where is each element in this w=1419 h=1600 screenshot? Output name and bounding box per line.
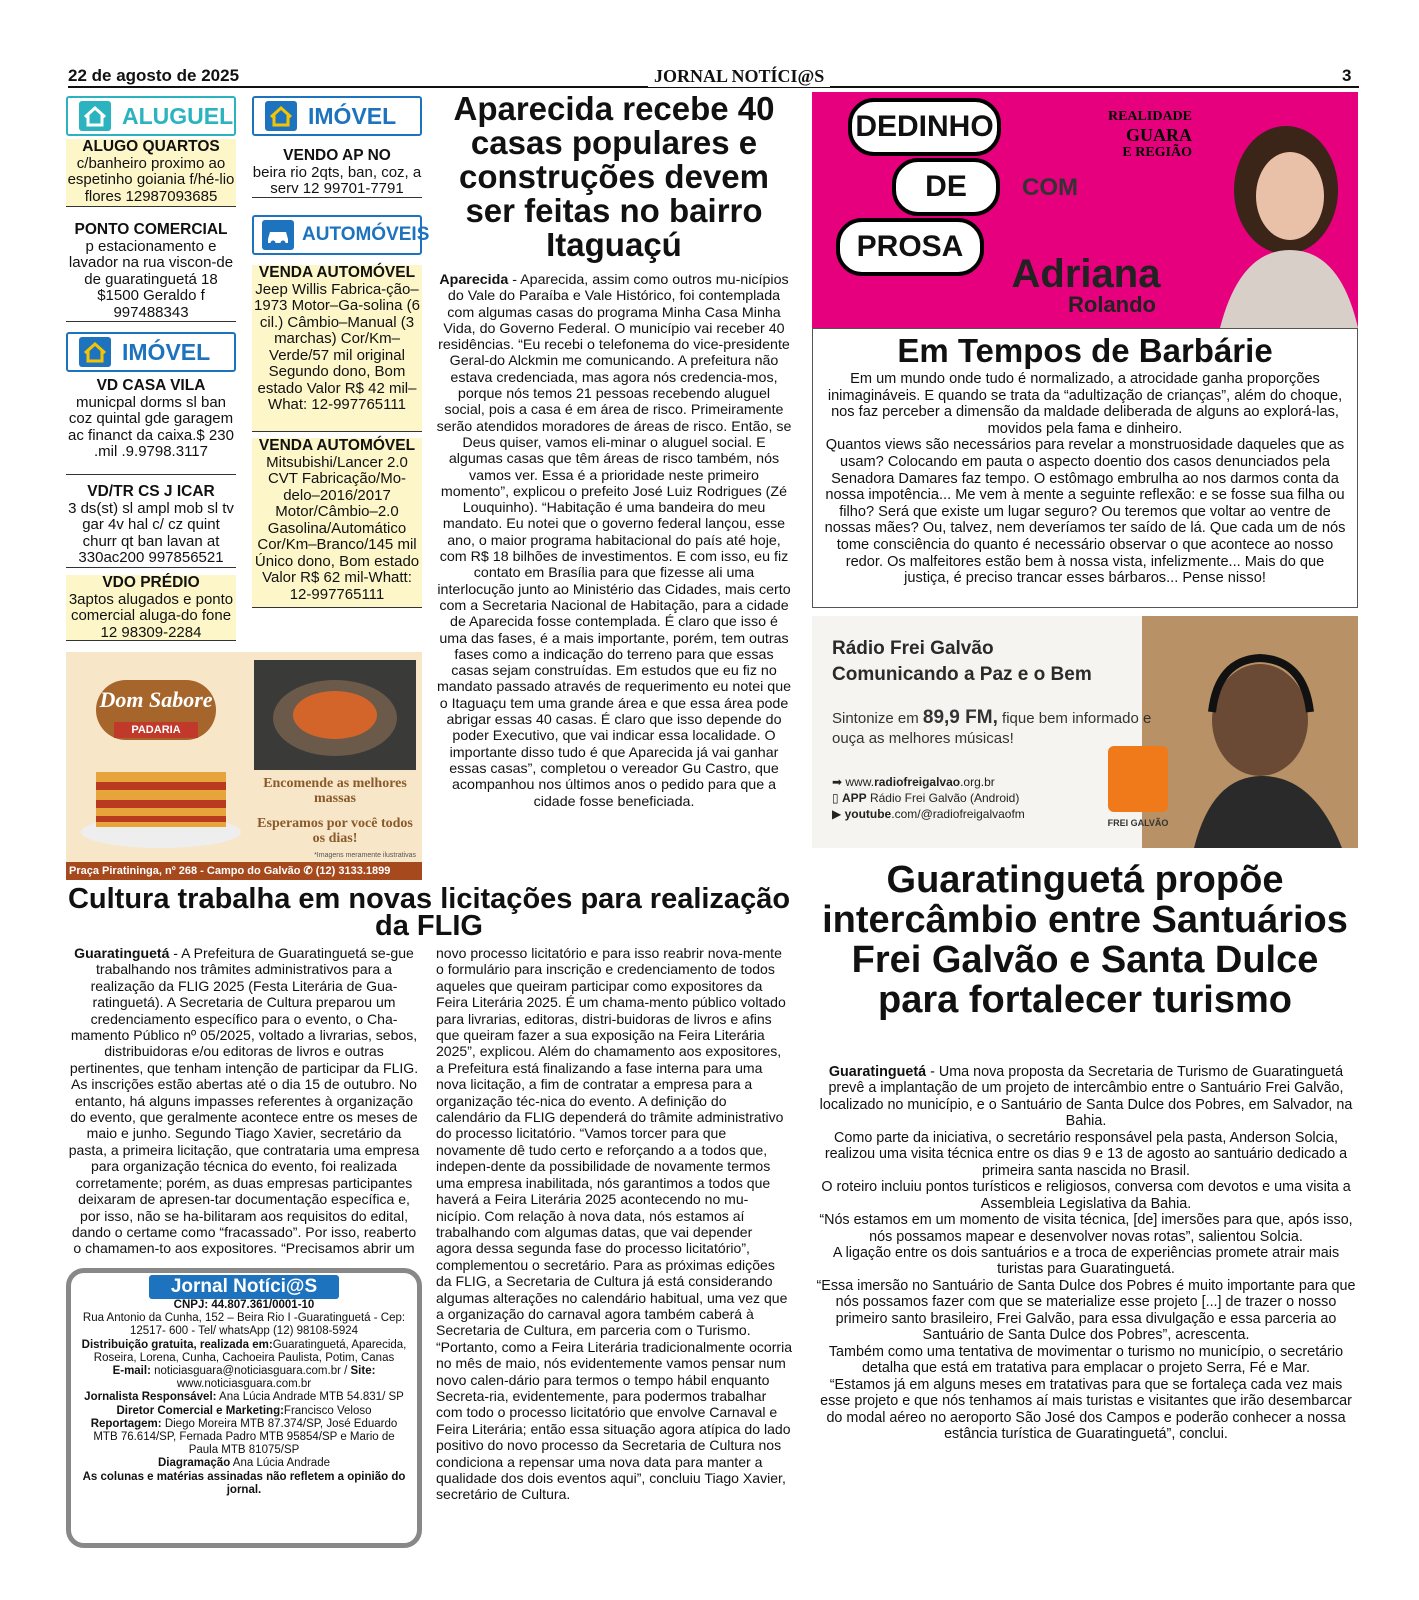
phone-icon: ▯	[832, 791, 842, 805]
expediente-title: Jornal Notíci@S	[149, 1275, 339, 1299]
classified-ad: VD CASA VILA municpal dorms sl ban coz quintal gde garagem ac financt da caixa.$ 230 .mil .9.9798.3117	[66, 378, 236, 475]
realidade-badge: REALIDADE GUARA E REGIÃO	[1107, 109, 1192, 160]
radio-ad	[812, 616, 1358, 848]
imovel-label: IMÓVEL	[308, 102, 397, 129]
car-icon	[262, 219, 294, 251]
flig-col2: novo processo licitatório e para isso reabrir nova-mente o formulário para inscrição e credenciamento de todos aqueles que queiram participar como expositores da Feira Literária 2025. É um chama-mento público voltado para livrarias, editoras, distri-buidoras de livros e afins que queiram fazer a sua exposição na Feira Literária 2025”, explicou. Além do chamamento aos expositores, a Prefeitura está finalizando a fase interna para uma nova licitação, a fim de contratar a empresa para a organização téc-nica do evento. A definição do calendário da FLIG dependerá do trâmite administrativo do processo licitatório. “Vamos torcer para que novamente dê tudo certo e reforçando a a todos que, indepen-dente da possibilidade de novamente termos uma empresa inabilitada, nós garantimos a todos que haverá a Feira Literária 2025 acontecendo no mu-nicípio. Com relação à nova data, nós estamos aí trabalhando com algumas datas, que vai depender agora dessa segunda fase do processo licitatório”, complementou o secretário. Para as próximas edições da FLIG, a Secretaria de Cultura já está considerando algumas alterações no calendário habitual, uma vez que a organização do carnaval agora também caberá à Secretaria de Cultura, em parceria com o Turismo. “Portanto, como a Feira Literária tradicionalmente ocorria no mês de maio, nós evidentemente vamos pensar num novo calen-dário para termos o tempo hábil enquanto Secreta-ria, evidentemente, para podermos trabalhar com todo o processo licitatório que envolve Carnaval e Feira Literária; então essa situação agora atípica do lado positivo do novo processo da Secretaria de Cultura nos condiciona a repensar uma nova data para manter a qualidade dos dois eventos aqui”, concluiu Tiago Xavier, secretário de Cultura.	[436, 945, 793, 1503]
house-icon	[262, 100, 300, 132]
radio-site: ➡ www.radiofreigalvao.org.br	[832, 775, 995, 789]
column-box	[812, 328, 1358, 608]
padaria-sub: PADARIA	[114, 722, 198, 738]
classified-ad: VENDA AUTOMÓVEL Jeep Willis Fabrica-ção–1973 Motor–Ga-solina (6 cil.) Câmbio–Manual (3 marchas) Cor/Km–Verde/57 mil original Segundo dono, Bom estado Valor R$ 42 mil–What: 12-997765111	[252, 265, 422, 432]
gnocchi-image	[254, 660, 416, 770]
column-title: Em Tempos de Barbárie	[897, 332, 1273, 369]
padaria-line1: Encomende as melhores massas	[263, 776, 407, 806]
classified-ad: VDO PRÉDIO 3aptos alugados e ponto comercial aluga-do fone 12 98309-2284	[66, 575, 236, 641]
flig-headline: Cultura trabalha em novas licitações para realização da FLIG	[67, 883, 791, 942]
classified-ad: VENDO AP NO beira rio 2qts, ban, coz, a serv 12 99701-7791	[252, 147, 422, 197]
aparecida-headline: Aparecida recebe 40 casas populares e construções devem ser feitas no bairro Itaguaçú	[453, 90, 775, 263]
radio-slogan: Comunicando a Paz e o Bem	[832, 664, 1092, 685]
youtube-icon: ▶	[832, 807, 845, 821]
bubble-prosa: PROSA	[836, 218, 984, 276]
radio-links	[832, 774, 1025, 822]
expediente-box: Jornal Notíci@S CNPJ: 44.807.361/0001-10 Rua Antonio da Cunha, 152 – Beira Rio I -Guaratinguetá - Cep: 12517- 600 - Tel/ whatsApp (12) 98108-5924 Distribuição gratuita, realizada em:Guaratinguetá, Aparecida, Roseira, Lorena, Cunha, Cachoeira Paulista, Potim, Canas E-mail: noticiasguara@noticiasguara.com.br / Site: www.noticiasguara.com.br Jornalista Responsável: Ana Lúcia Andrade MTB 54.831/ SP Diretor Comercial e Marketing:Francisco Veloso Reportagem: Diego Moreira MTB 87.374/SP, José Eduardo MTB 76.614/SP, Fernada Padro MTB 95854/SP e Mario de Paula MTB 81075/SP Diagramação Ana Lúcia Andrade As colunas e matérias assinadas não refletem a opinião do jornal.	[66, 1268, 422, 1548]
aparecida-body	[436, 272, 792, 810]
automoveis-category	[252, 215, 430, 255]
padaria-phone: (12) 3133.1899	[315, 865, 391, 877]
bubble-dedinho: DEDINHO	[848, 98, 1001, 156]
flig-col1: Guaratinguetá - A Prefeitura de Guaratinguetá se-gue trabalhando nos trâmites administrativos para a realização da FLIG 2025 (Festa Literária de Gua-ratinguetá). A Secretaria de Cultura preparou um credenciamento específico para o evento, o Cha-mamento Público nº 05/2025, voltado a livrarias, sebos, distribuidoras e/ou editoras de livros e outras pertinentes, que tenham intenção de participar da FLIG. As inscrições estão abertas até o dia 15 de outubro. No entanto, há alguns impasses referentes à organização do evento, que geralmente acontece entre os meses de maio e junho. Segundo Tiago Xavier, secretário da pasta, a primeira licitação, que contrataria uma empresa para organização técnica do evento, foi realizada corretamente; porém, as duas empresas participantes deixaram de apresen-tar documentação específica e, por isso, não se ha-bilitaram aos requisitos do edital, dando o certame como “fracassado”. Por isso, reaberto o chamamen-to aos expositores. “Precisamos abrir um	[68, 945, 420, 1257]
radio-youtube: ▶ youtube.com/@radiofreigalvaofm	[832, 807, 1025, 821]
lasagna-image	[76, 752, 246, 852]
radio-tune: Sintonize em 89,9 FM, fique bem informado e ouça as melhores músicas!	[832, 707, 1152, 747]
padaria-note: *Imagens meramente ilustrativas	[314, 852, 416, 859]
imovel-category	[252, 96, 422, 136]
padaria-address: Praça Piratininga, nº 268 - Campo do Galvão	[69, 865, 301, 877]
page-number: 3	[1342, 66, 1352, 85]
classified-ad: PONTO COMERCIAL p estacionamento e lavador na rua viscon-de de guaratinguetá 18 $1500 Geraldo f 997488343	[66, 222, 236, 322]
house-icon	[76, 336, 114, 368]
arrow-icon: ➡	[832, 775, 846, 789]
issue-date: 22 de agosto de 2025	[68, 66, 240, 85]
classified-ad: ALUGO QUARTOS c/banheiro proximo ao espetinho goiania f/hé-lio flores 12987093685	[66, 139, 236, 207]
email-link[interactable]: noticiasguara@noticiasguara.com.br /	[150, 1365, 351, 1378]
bubble-de: DE	[892, 158, 1000, 216]
column-body: Em um mundo onde tudo é normalizado, a atrocidade ganha proporções inimagináveis. E quando se trata da “adultização de crianças”, além do choque, nos faz perceber a dimensão da maldade deliberada de alguns ao explorá-las, movidos pela fama e dinheiro. Quantos views são necessários para revelar a monstruosidade daqueles que as usam? Colocando em pauta o aspecto doentio dos casos denunciados pela Senadora Damares faz tempo. O estômago embrulha ao nos darmos conta da nossa impotência... Me vem à mente a seguinte reflexão: e se fosse sua filha ou filho? Será que existe um lugar seguro? Ou teremos que voltar ao ventre de nossas mães? Ou, talvez, nem deveríamos ter saído de lá. Que cada um de nós tome consciência do quanto é necessário observar o que acontece ao nosso redor. Os malfeitores estão bem à nossa vista, infelizmente... Mais do que justiça, é preciso trancar esses bárbaros... Pense nisso!	[824, 371, 1346, 587]
classified-ad: VD/TR CS J ICAR 3 ds(st) sl ampl mob sl tv gar 4v hal c/ cz quint churr qt ban lavan at 330ac200 997856521	[66, 484, 236, 568]
padaria-ad	[66, 652, 422, 880]
santuarios-lead: Guaratinguetá	[828, 1064, 927, 1080]
flig-lead: Guaratinguetá	[74, 945, 170, 961]
dedinho-banner	[812, 92, 1358, 328]
radio-logo-text: FREI GALVÃO	[1107, 818, 1169, 828]
santuarios-body: Guaratinguetá - Uma nova proposta da Secretaria de Turismo de Guaratinguetá prevê a implantação de um projeto de intercâmbio entre o Santuário Frei Galvão, localizado no município, e o Santuário de Santa Dulce dos Pobres, em Salvador, na Bahia. Como parte da iniciativa, o secretário responsável pela pasta, Anderson Solcia, realizou uma visita técnica entre os dias 9 e 13 de agosto ao santuário dedicado a primeira santa nascida no Brasil. O roteiro incluiu pontos turísticos e religiosos, conversa com devotos e uma visita a Assembleia Legislativa da Bahia. “Nós estamos em um momento de visita técnica, [de] imersões para que, após isso, nós possamos mapear e desenvolver novas rotas”, salientou Solcia. A ligação entre os dois santuários e a troca de experiências promete atrair mais turistas para Guaratinguetá. “Essa imersão no Santuário de Santa Dulce dos Pobres é muito importante para que nós possamos fazer com que se materialize esse projeto [...] de trazer o nosso primeiro santo brasileiro, Frei Galvão, para essa divulgação e essa parceria ao Santuário de Santa Dulce dos Pobres”, acrescenta. Também como uma tentativa de movimentar o turismo no município, o secretário detalha que está em tratativa para emplacar o projeto Serra, Fé e Mar. “Estamos já em alguns meses em tratativas para que se fortaleça cada vez mais esse projeto e que nós tenhamos aí mais turistas e visitantes que irão desembarcar do modal aéreo no aeroporto São José dos Campos e poderão conhecer a nossa estância turística de Guaratinguetá”, conclui.	[816, 1064, 1356, 1442]
site-link[interactable]: www.noticiasguara.com.br	[176, 1378, 312, 1391]
phone-icon: ✆	[303, 865, 316, 877]
columnist-portrait	[1200, 100, 1358, 328]
aparecida-text: - Aparecida, assim como outros mu-nicípios do Vale do Paraíba e Vale Histórico, foi contemplada com algumas casas do programa Minha Casa Minha Vida, do Governo Federal. O município vai receber 40 residências. “Eu recebi o telefonema do vice-presidente Geral-do Alckmin me comunicando. A prefeitura não estava credenciada, mas agora nós credencia-mos, porque nós temos 21 pessoas recebendo aluguel social, pois a casa é em área de risco. Primeiramente serão atendidos moradores de áreas de risco. Então, se Deus quiser, vamos eli-minar o aluguel social. E algumas casas que têm áreas de risco também, nós vamos ver. Essa é a prioridade neste primeiro momento”, explicou o prefeito José Luiz Rodrigues (Zé Louquinho). “Habitação é uma bandeira do meu mandato. Eu notei que o governo federal lançou, esse ano, o maior programa habitacional do país até hoje, com R$ 18 bilhões de investimentos. E com isso, eu fiz contato em Brasília para que fizesse ali uma interlocução junto ao Ministério das Cidades, mais certo com a Secretaria Nacional de Habitação, para a cidade de Aparecida fosse contemplada. É claro que isso é uma das fases, é a mais importante, porém, tem outras fases como a indicação do terreno para que essas casas sejam construídas. Em estudos que eu fiz no mandato passado através de requerimento eu notei que o Itaguaçu tem uma grande área e que essa área pode abrigar essas 40 casas. É claro que isso depende do poder Executivo, que vai indicar essa localidade. O importante disso tudo é que Aparecida já vai ganhar essas casas”, completou o vereador Gu Castro, que acompanhou nos últimos anos o pedido para que a cidade fosse beneficiada.	[436, 272, 792, 810]
santuarios-headline: Guaratinguetá propõe intercâmbio entre Santuários Frei Galvão e Santa Dulce para fortalecer turismo	[822, 859, 1348, 1021]
imovel-category	[66, 332, 236, 372]
aluguel-label: ALUGUEL	[122, 102, 234, 129]
aluguel-category	[66, 96, 236, 136]
padaria-line2: Esperamos por você todos os dias!	[257, 816, 413, 846]
newspaper-logo: JORNAL NOTÍCI@S	[648, 66, 830, 87]
radio-name: Rádio Frei Galvão	[832, 638, 994, 659]
padaria-footer	[66, 862, 422, 880]
listener-photo	[1142, 616, 1358, 848]
aparecida-lead: Aparecida	[439, 272, 509, 288]
radio-app: ▯ APP Rádio Frei Galvão (Android)	[832, 791, 1020, 805]
automoveis-label: AUTOMÓVEIS	[302, 224, 430, 245]
com-text: COM	[1022, 174, 1078, 201]
radio-logo-icon	[1108, 746, 1168, 812]
imovel-label: IMÓVEL	[122, 338, 211, 365]
classified-ad: VENDA AUTOMÓVEL Mitsubishi/Lancer 2.0 CVT Fabricação/Mo-delo–2016/2017 Motor/Câmbio–2.0 Gasolina/Automático Cor/Km–Branco/145 mil Único dono, Bom estado Valor R$ 62 mil-Whatt: 12-997765111	[252, 438, 422, 608]
padaria-logo: Dom Sabore	[96, 680, 216, 740]
columnist-first-name: Adriana	[1011, 252, 1161, 296]
columnist-last-name: Rolando	[1068, 292, 1156, 317]
house-icon	[76, 100, 114, 132]
